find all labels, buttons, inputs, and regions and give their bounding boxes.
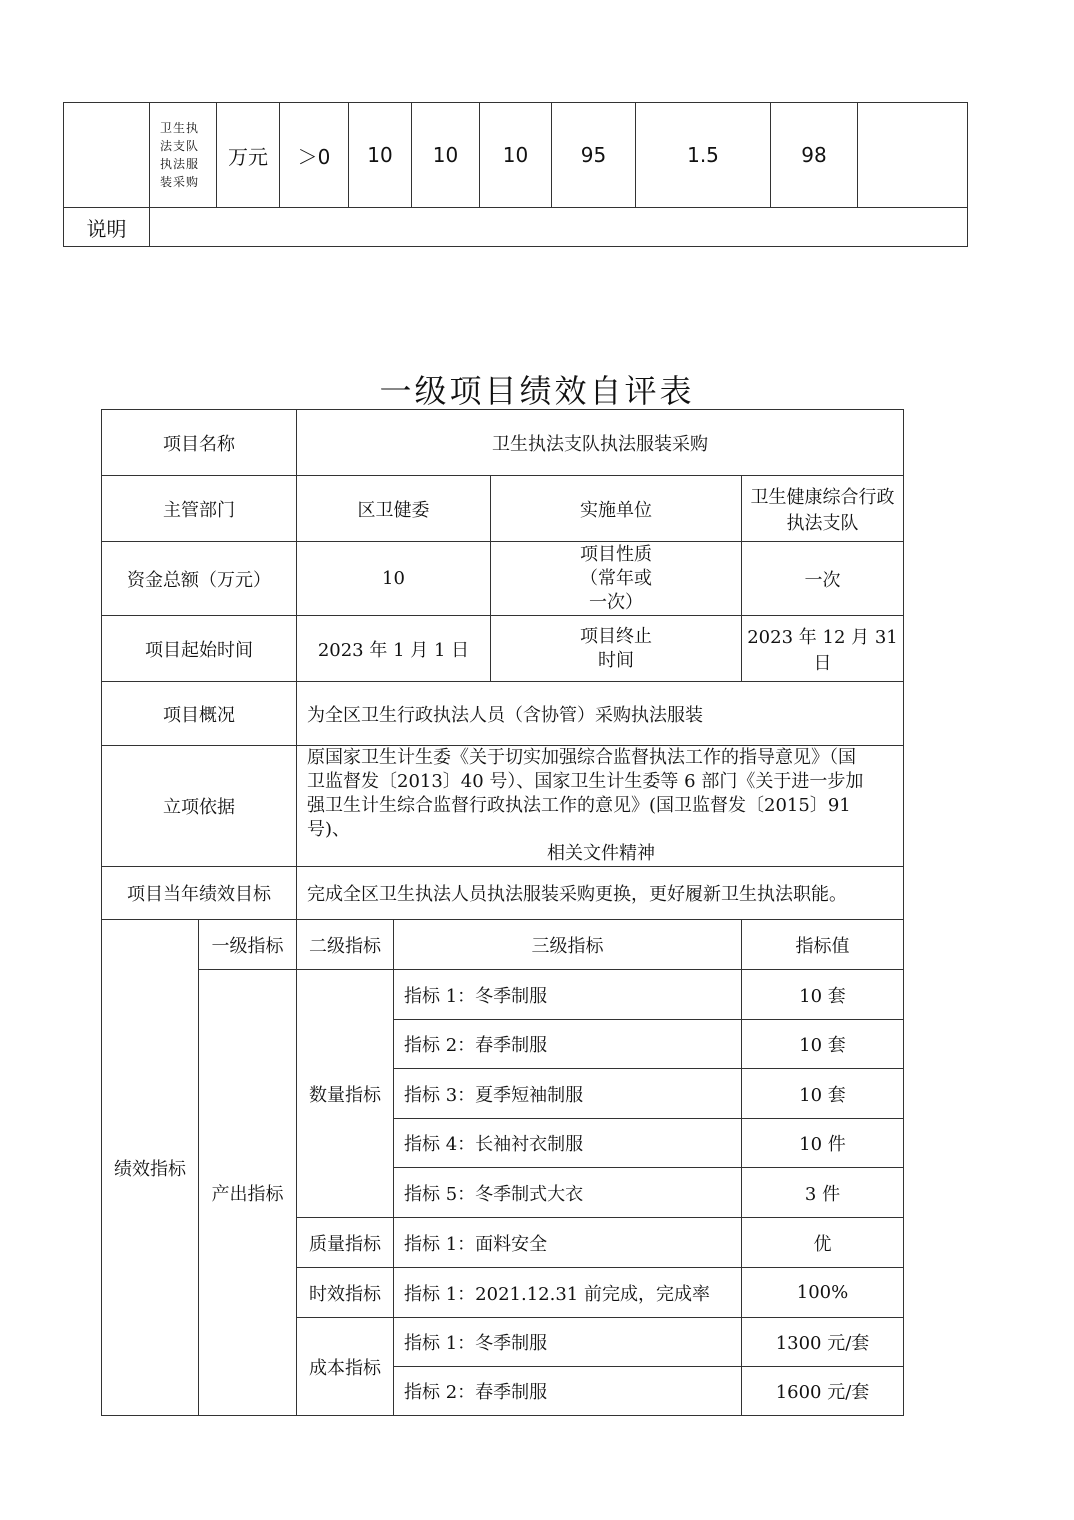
indicator-value: 优 [742,1218,904,1268]
item-name-cell: 卫生执 法支队 执法服 装采购 [150,103,217,208]
indicator-value: 3 件 [742,1168,904,1218]
value-cell: 98 [771,103,858,208]
goal-value: 完成全区卫生执法人员执法服装采购更换，更好履新卫生执法职能。 [297,867,904,920]
overview-value: 为全区卫生行政执法人员（含协管）采购执法服装 [297,682,904,746]
note-value [150,208,968,247]
indicator-value: 1300 元/套 [742,1318,904,1367]
unit-cell: 万元 [217,103,280,208]
basis-value: 原国家卫生计生委《关于切实加强综合监督执法工作的指导意见》（国 卫监督发〔2013〕40 号）、国家卫生计生委等 6 部门《关于进一步加 强卫生计生综合监督行政执法工作的意见》(国卫监督发〔2015〕91 号)、 相关文件精神 [297,746,904,867]
goal-label: 项目当年绩效目标 [102,867,297,920]
end-value: 2023 年 12 月 31 日 [742,616,904,682]
indicator-name: 指标 1：面料安全 [394,1218,742,1268]
indicator-value: 1600 元/套 [742,1367,904,1416]
impl-label: 实施单位 [491,476,742,542]
indicator-name: 指标 4：长袖衬衣制服 [394,1119,742,1168]
output-label: 产出指标 [199,970,297,1416]
perf-label: 绩效指标 [102,920,199,1416]
funds-value: 10 [297,542,491,616]
value-cell: 10 [412,103,480,208]
empty-cell [64,103,150,208]
note-label: 说明 [64,208,150,247]
start-value: 2023 年 1 月 1 日 [297,616,491,682]
indicator-name: 指标 1：冬季制服 [394,970,742,1020]
value-cell: 10 [349,103,412,208]
indicator-name: 指标 2：春季制服 [394,1367,742,1416]
indicator-value: 10 件 [742,1119,904,1168]
empty-cell [858,103,968,208]
funds-label: 资金总额（万元） [102,542,297,616]
value-cell: 1.5 [636,103,771,208]
quality-label: 质量指标 [297,1218,394,1268]
impl-value: 卫生健康综合行政执法支队 [742,476,904,542]
project-name-label: 项目名称 [102,410,297,476]
value-cell: 95 [552,103,636,208]
timeliness-label: 时效指标 [297,1268,394,1318]
nature-value: 一次 [742,542,904,616]
dept-label: 主管部门 [102,476,297,542]
start-label: 项目起始时间 [102,616,297,682]
page-title: 一级项目绩效自评表 [379,372,695,410]
value-cell: 10 [480,103,552,208]
header-level2: 二级指标 [297,920,394,970]
cost-label: 成本指标 [297,1318,394,1416]
indicator-name: 指标 1：冬季制服 [394,1318,742,1367]
header-level1: 一级指标 [199,920,297,970]
basis-label: 立项依据 [102,746,297,867]
indicator-name: 指标 2：春季制服 [394,1020,742,1069]
dept-value: 区卫健委 [297,476,491,542]
header-level3: 三级指标 [394,920,742,970]
project-name-value: 卫生执法支队执法服装采购 [297,410,904,476]
overview-label: 项目概况 [102,682,297,746]
indicator-name: 指标 1：2021.12.31 前完成，完成率 [394,1268,742,1318]
condition-cell: ＞0 [280,103,349,208]
indicator-value: 100% [742,1268,904,1318]
header-value: 指标值 [742,920,904,970]
indicator-value: 10 套 [742,1020,904,1069]
indicator-value: 10 套 [742,970,904,1020]
quantity-label: 数量指标 [297,970,394,1218]
top-indicator-table [63,102,968,247]
indicator-value: 10 套 [742,1069,904,1119]
indicator-name: 指标 5：冬季制式大衣 [394,1168,742,1218]
end-label: 项目终止 时间 [491,616,742,682]
performance-table [101,409,904,1416]
nature-label: 项目性质 （常年或 一次） [491,542,742,616]
indicator-name: 指标 3：夏季短袖制服 [394,1069,742,1119]
